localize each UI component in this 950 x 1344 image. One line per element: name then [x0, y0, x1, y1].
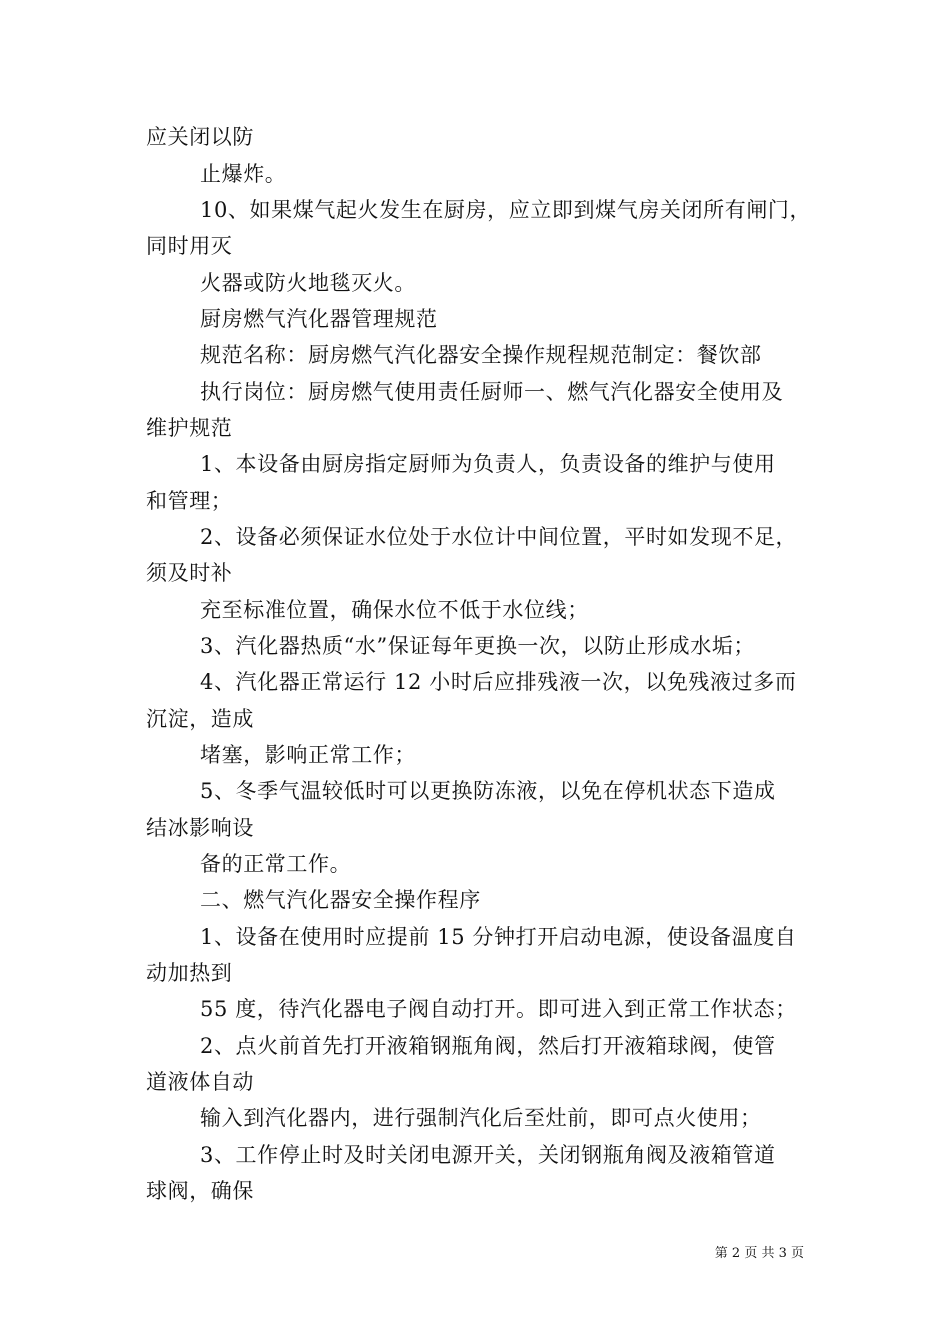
text-line: 和管理；	[146, 489, 233, 513]
text-line: 1、设备在使用时应提前 15 分钟打开启动电源，使设备温度自	[200, 925, 797, 949]
text-line: 2、设备必须保证水位处于水位计中间位置，平时如发现不足，	[200, 525, 798, 549]
text-line: 3、工作停止时及时关闭电源开关，关闭钢瓶角阀及液箱管道	[200, 1143, 776, 1167]
text-line: 须及时补	[146, 561, 233, 585]
text-line: 止爆炸。	[200, 162, 287, 186]
text-line: 火器或防火地毯灭火。	[200, 271, 416, 295]
text-line: 动加热到	[146, 961, 233, 985]
text-line: 道液体自动	[146, 1070, 254, 1094]
text-line: 备的正常工作。	[200, 852, 352, 876]
text-line: 厨房燃气汽化器管理规范	[200, 307, 438, 331]
text-line: 55 度，待汽化器电子阀自动打开。即可进入到正常工作状态；	[200, 997, 797, 1021]
text-line: 沉淀，造成	[146, 707, 254, 731]
text-line: 执行岗位：厨房燃气使用责任厨师一、燃气汽化器安全使用及	[200, 380, 784, 404]
text-line: 维护规范	[146, 416, 233, 440]
text-line: 二、燃气汽化器安全操作程序	[200, 888, 481, 912]
text-line: 1、本设备由厨房指定厨师为负责人，负责设备的维护与使用	[200, 452, 776, 476]
text-line: 2、点火前首先打开液箱钢瓶角阀，然后打开液箱球阀，使管	[200, 1034, 776, 1058]
text-line: 输入到汽化器内，进行强制汽化后至灶前，即可点火使用；	[200, 1106, 762, 1130]
text-line: 4、汽化器正常运行 12 小时后应排残液一次，以免残液过多而	[200, 670, 797, 694]
text-line: 应关闭以防	[146, 125, 254, 149]
text-line: 10、如果煤气起火发生在厨房，应立即到煤气房关闭所有闸门，	[200, 198, 812, 222]
text-line: 3、汽化器热质“水”保证每年更换一次，以防止形成水垢；	[200, 634, 756, 658]
text-line: 同时用灭	[146, 234, 233, 258]
text-line: 球阀，确保	[146, 1179, 254, 1203]
text-line: 结冰影响设	[146, 816, 254, 840]
page-number: 第 2 页 共 3 页	[714, 1246, 804, 1261]
text-line: 5、冬季气温较低时可以更换防冻液，以免在停机状态下造成	[200, 779, 776, 803]
text-line: 规范名称：厨房燃气汽化器安全操作规程规范制定：餐饮部	[200, 343, 762, 367]
text-line: 堵塞，影响正常工作；	[200, 743, 416, 767]
text-line: 充至标准位置，确保水位不低于水位线；	[200, 598, 589, 622]
